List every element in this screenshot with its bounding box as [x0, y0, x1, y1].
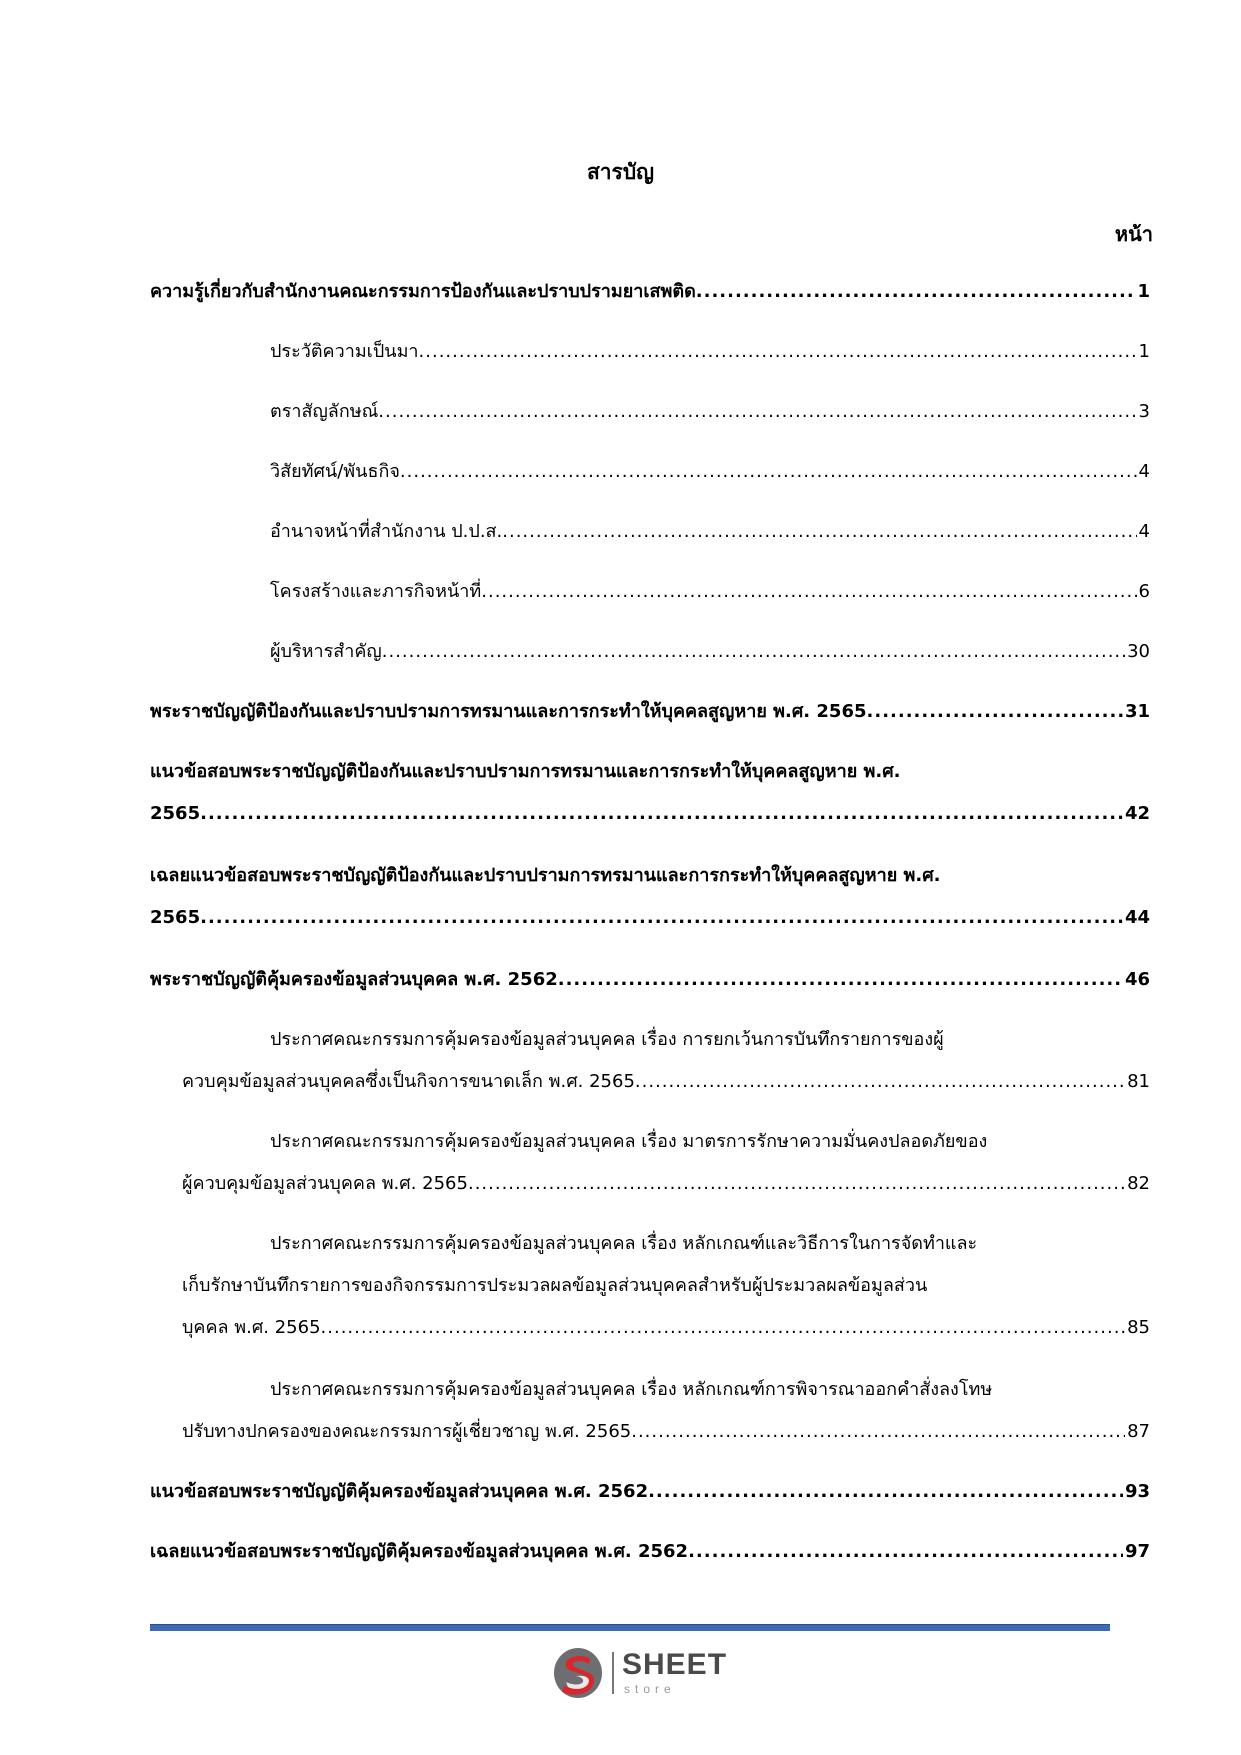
logo-subtitle: store — [624, 1682, 676, 1696]
toc-entry[interactable]: โครงสร้างและภารกิจหน้าที่ ..... 6 — [270, 578, 1150, 606]
toc-entry[interactable]: ผู้บริหารสำคัญ ..... 30 — [270, 638, 1150, 666]
footer-rule — [150, 1624, 1110, 1631]
toc-entry[interactable]: เฉลยแนวข้อสอบพระราชบัญญัติคุ้มครองข้อมูลส่วนบุคคล พ.ศ. 2562 ..... 97 — [150, 1538, 1150, 1566]
sheet-logo-icon — [552, 1646, 604, 1700]
toc-entry[interactable]: ความรู้เกี่ยวกับสำนักงานคณะกรรมการป้องกันและปราบปรามยาเสพติด ..... 1 — [150, 278, 1150, 306]
toc-entry-line1: ประกาศคณะกรรมการคุ้มครองข้อมูลส่วนบุคคล เรื่อง หลักเกณฑ์การพิจารณาออกคำสั่งลงโทษ — [270, 1379, 993, 1400]
toc-entry[interactable]: วิสัยทัศน์/พันธกิจ ..... 4 — [270, 458, 1150, 486]
toc-entry-line2: เก็บรักษาบันทึกรายการของกิจกรรมการประมวลผลข้อมูลส่วนบุคคลสำหรับผู้ประมวลผลข้อมูลส่วน — [182, 1275, 928, 1296]
toc-entry-line1: ประกาศคณะกรรมการคุ้มครองข้อมูลส่วนบุคคล เรื่อง การยกเว้นการบันทึกรายการของผู้ — [270, 1029, 944, 1050]
toc-entry[interactable]: แนวข้อสอบพระราชบัญญัติคุ้มครองข้อมูลส่วนบุคคล พ.ศ. 2562 ..... 93 — [150, 1478, 1150, 1506]
toc-entry[interactable]: 2565 ..... 42 — [150, 800, 1150, 828]
toc-entry[interactable]: ตราสัญลักษณ์ ..... 3 — [270, 398, 1150, 426]
logo-wordmark: SHEET — [622, 1648, 728, 1681]
toc-entry[interactable]: ควบคุมข้อมูลส่วนบุคคลซึ่งเป็นกิจการขนาดเล็ก พ.ศ. 2565 ..... 81 — [182, 1068, 1150, 1096]
toc-entry-line1: ประกาศคณะกรรมการคุ้มครองข้อมูลส่วนบุคคล เรื่อง หลักเกณฑ์และวิธีการในการจัดทำและ — [270, 1233, 978, 1254]
page-column-header: หน้า — [1114, 222, 1153, 246]
toc-entry[interactable]: บุคคล พ.ศ. 2565 ..... 85 — [182, 1314, 1150, 1342]
toc-entry[interactable]: พระราชบัญญัติคุ้มครองข้อมูลส่วนบุคคล พ.ศ. 2562 ..... 46 — [150, 966, 1150, 994]
toc-entry[interactable]: ปรับทางปกครองของคณะกรรมการผู้เชี่ยวชาญ พ.ศ. 2565 ..... 87 — [182, 1418, 1150, 1446]
toc-entry-line1: แนวข้อสอบพระราชบัญญัติป้องกันและปราบปรามการทรมานและการกระทำให้บุคคลสูญหาย พ.ศ. — [150, 761, 901, 782]
toc-entry[interactable]: 2565 ..... 44 — [150, 904, 1150, 932]
toc-entry[interactable]: อำนาจหน้าที่สำนักงาน ป.ป.ส. ..... 4 — [270, 518, 1150, 546]
toc-entry-line1: ประกาศคณะกรรมการคุ้มครองข้อมูลส่วนบุคคล เรื่อง มาตรการรักษาความมั่นคงปลอดภัยของ — [270, 1131, 988, 1152]
toc-entry-line1: เฉลยแนวข้อสอบพระราชบัญญัติป้องกันและปราบปรามการทรมานและการกระทำให้บุคคลสูญหาย พ.ศ. — [150, 865, 941, 886]
toc-entry[interactable]: ผู้ควบคุมข้อมูลส่วนบุคคล พ.ศ. 2565 ..... 82 — [182, 1170, 1150, 1198]
toc-entry[interactable]: พระราชบัญญัติป้องกันและปราบปรามการทรมานและการกระทำให้บุคคลสูญหาย พ.ศ. 2565 ..... 31 — [150, 698, 1150, 726]
sheet-store-logo — [552, 1646, 732, 1702]
page-title: สารบัญ — [586, 160, 655, 184]
toc-entry[interactable]: ประวัติความเป็นมา ..... 1 — [270, 338, 1150, 366]
logo-separator — [612, 1652, 614, 1694]
